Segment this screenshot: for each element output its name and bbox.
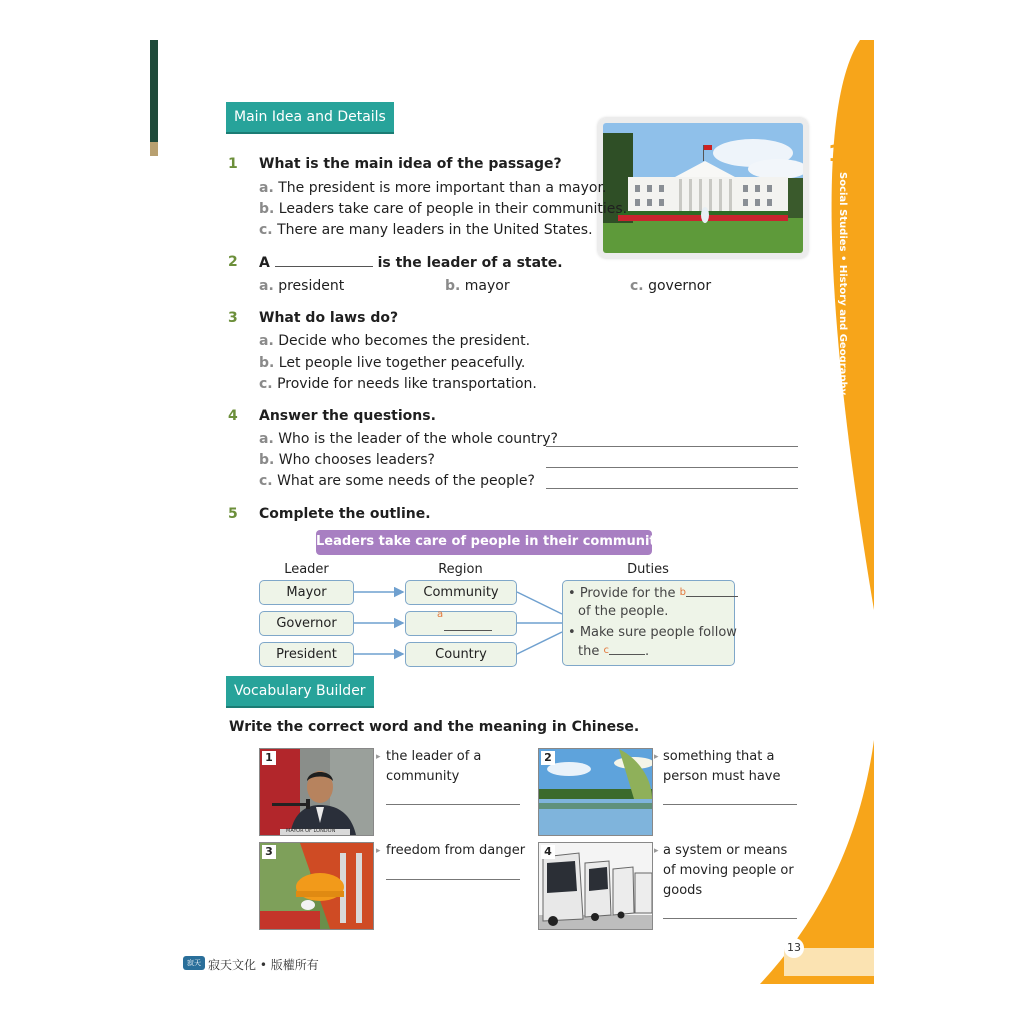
question-number: 5 (228, 506, 238, 522)
answer-line[interactable] (386, 804, 520, 805)
option-letter: b. (259, 452, 275, 468)
question-text-end: is the leader of a state. (377, 255, 563, 271)
answer-line[interactable] (663, 804, 797, 805)
region-box-community: Community (405, 580, 517, 605)
option-letter: b. (259, 355, 275, 371)
leader-box-president: President (259, 642, 354, 667)
answer-line[interactable] (386, 879, 520, 880)
option-text: Who is the leader of the whole country? (278, 431, 558, 447)
blank-marker: b (679, 587, 686, 598)
buses-image (539, 843, 652, 929)
question-text-start: A (259, 255, 270, 271)
duty-item: • Make sure people follow (568, 625, 737, 640)
duty-text: Make sure people follow (579, 625, 737, 640)
question-number: 3 (228, 310, 238, 326)
vocab-definition (663, 841, 794, 901)
duty-text: Provide for the (579, 586, 676, 601)
triangle-pointer-icon: ▸ (654, 752, 659, 762)
region-column-header: Region (438, 562, 483, 577)
option-letter: c. (259, 473, 273, 489)
fill-in-blank[interactable] (686, 584, 738, 597)
question-number: 1 (228, 156, 238, 172)
option-text: The president is more important than a mayor. (278, 180, 607, 196)
option-text: Provide for needs like transportation. (277, 376, 537, 392)
definition-line: a system or means (663, 843, 788, 858)
option-text: Who chooses leaders? (278, 452, 435, 468)
lake-image (539, 749, 652, 835)
definition-line: something that a (663, 749, 775, 764)
duty-item: the $^c$ . (578, 644, 650, 659)
option-text: What are some needs of the people? (277, 473, 535, 489)
question-text: Complete the outline. (259, 506, 431, 522)
blank-marker: c (603, 645, 609, 656)
definition-line: goods (663, 883, 703, 898)
definition-line: of moving people or (663, 863, 794, 878)
option-letter: c. (259, 222, 273, 238)
chapter-title: Social Studies • History and Geography (837, 172, 848, 396)
duty-item: • Provide for the $^b$ (568, 584, 738, 603)
safety-worker-image (260, 843, 373, 929)
triangle-pointer-icon: ▸ (376, 846, 381, 856)
question-text: Answer the questions. (259, 408, 436, 424)
vocab-picture-mayor (259, 748, 374, 836)
option-letter: b. (445, 278, 461, 294)
page-number: 13 (784, 938, 804, 958)
fill-in-blank[interactable] (444, 612, 492, 631)
region-box-blank[interactable] (405, 611, 517, 636)
outline-main-idea: Leaders take care of people in their communities. (316, 530, 652, 555)
definition-line: community (386, 769, 460, 784)
triangle-pointer-icon: ▸ (376, 752, 381, 762)
option-letter: c. (259, 376, 273, 392)
duty-text: the (578, 644, 600, 659)
option-letter: a. (259, 180, 274, 196)
copyright-footer: 寂天文化 • 版權所有 (208, 958, 319, 972)
question-text: What is the main idea of the passage? (259, 156, 562, 172)
option-letter: a. (259, 278, 274, 294)
photo-caption: MAYOR OF LONDON (286, 828, 336, 834)
triangle-pointer-icon: ▸ (654, 846, 659, 856)
answer-line[interactable] (663, 918, 797, 919)
region-box-country: Country (405, 642, 517, 667)
duties-column-header: Duties (627, 562, 669, 577)
leader-column-header: Leader (284, 562, 329, 577)
option-letter: c. (630, 278, 644, 294)
blank-marker: a (437, 609, 444, 620)
mayor-image (260, 749, 373, 835)
option-text: president (278, 278, 345, 294)
leader-box-mayor: Mayor (259, 580, 354, 605)
vocab-picture-buses (538, 842, 653, 930)
definition-line: person must have (663, 769, 781, 784)
option-text: Let people live together peacefully. (278, 355, 526, 371)
option-text: governor (648, 278, 712, 294)
option-text: Leaders take care of people in their communities. (278, 201, 628, 217)
option-letter: a. (259, 431, 274, 447)
option-text: Decide who becomes the president. (278, 333, 531, 349)
option-text: mayor (464, 278, 510, 294)
fill-in-blank[interactable] (609, 642, 645, 655)
publisher-logo-text: 寂天 (187, 959, 201, 967)
definition-line: the leader of a (386, 749, 482, 764)
main-idea-heading: Main Idea and Details (226, 102, 394, 134)
chapter-number: 1 (828, 142, 844, 167)
option-letter: a. (259, 333, 274, 349)
option-letter: b. (259, 201, 275, 217)
leader-box-governor: Governor (259, 611, 354, 636)
question-number: 2 (228, 254, 238, 270)
vocab-heading: Vocabulary Builder (226, 676, 374, 708)
vocab-picture-lake (538, 748, 653, 836)
option-text: There are many leaders in the United States. (277, 222, 593, 238)
vocab-definition (663, 747, 781, 787)
vocab-definition (386, 841, 525, 861)
question-text: What do laws do? (259, 310, 399, 326)
vocab-definition (386, 747, 481, 787)
vocab-number: 4 (541, 845, 555, 859)
definition-line: freedom from danger (386, 843, 526, 858)
vocab-number: 2 (541, 751, 555, 765)
vocab-number: 1 (262, 751, 276, 765)
duty-text: of the people. (578, 604, 669, 619)
vocab-picture-worker (259, 842, 374, 930)
vocab-instruction: Write the correct word and the meaning in Chinese. (229, 719, 640, 735)
publisher-logo-icon (183, 956, 205, 970)
question-number: 4 (228, 408, 238, 424)
vocab-number: 3 (262, 845, 276, 859)
